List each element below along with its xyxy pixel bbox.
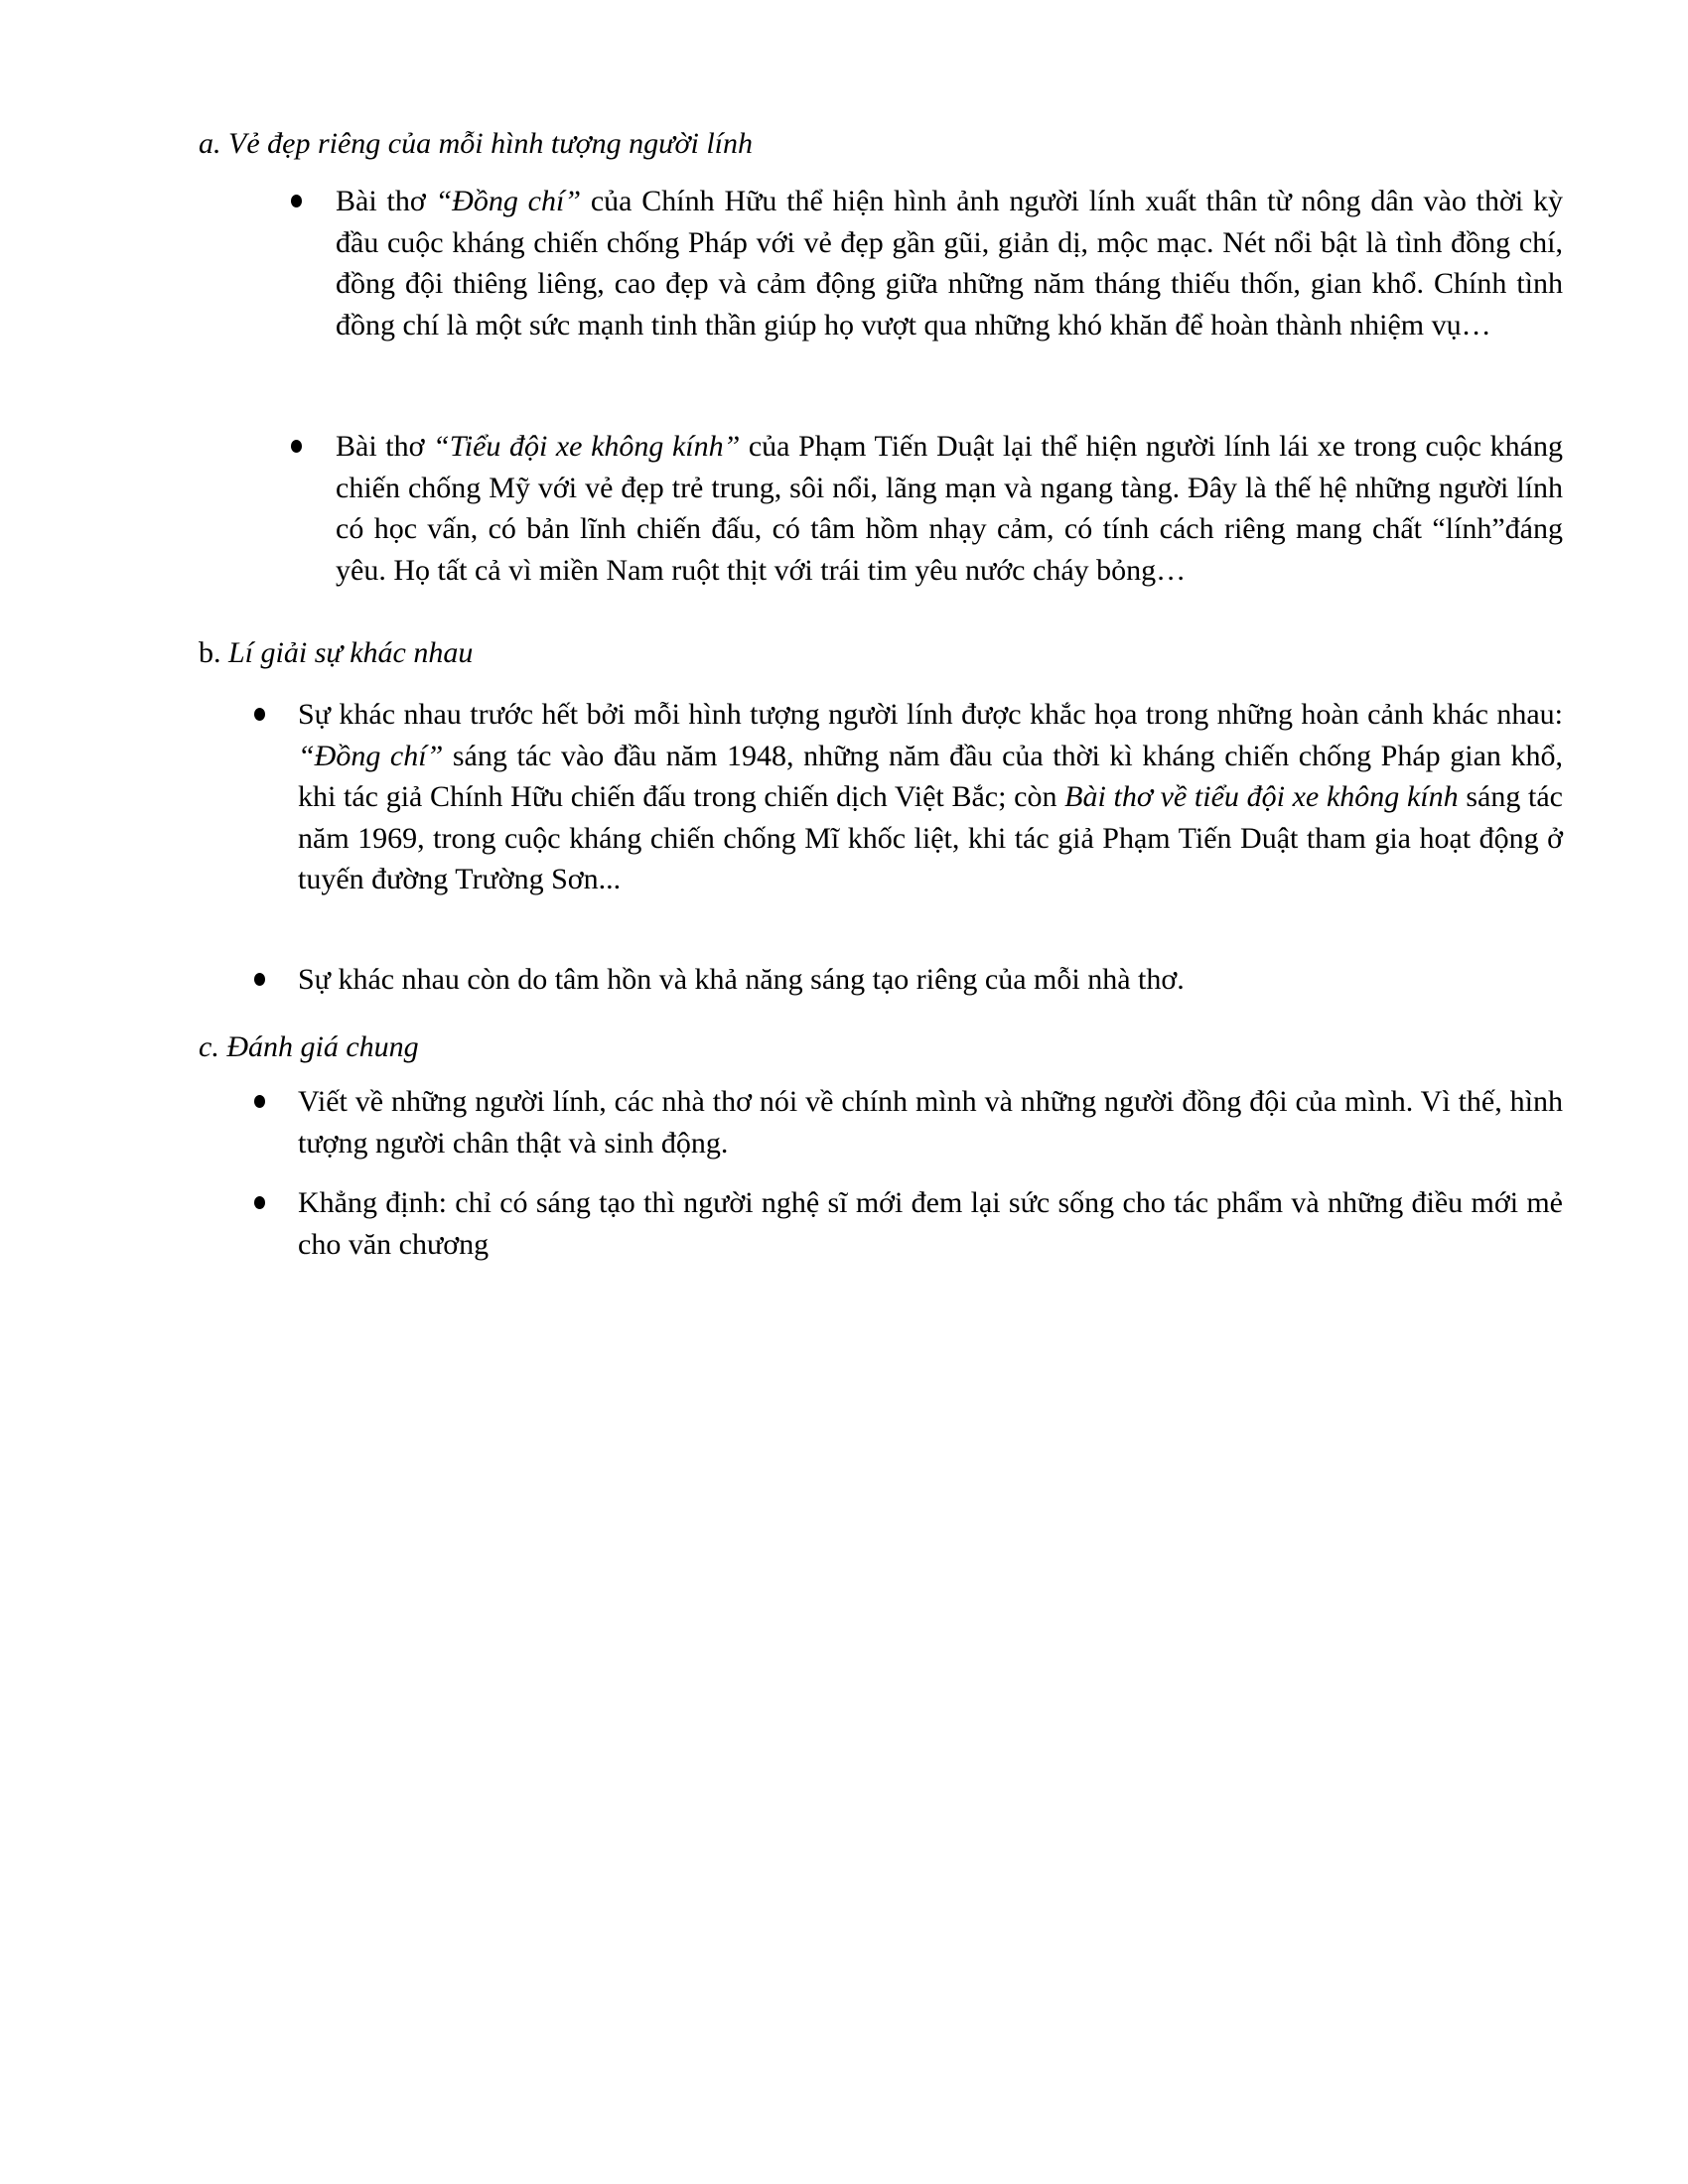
section-a-title: Vẻ đẹp riêng của mỗi hình tượng người lính bbox=[228, 127, 754, 160]
bullet-icon bbox=[291, 181, 303, 222]
bullet-icon bbox=[254, 1182, 266, 1224]
section-b-heading bbox=[199, 632, 473, 673]
section-b-label: b. bbox=[199, 636, 221, 669]
section-b-title: Lí giải sự khác nhau bbox=[228, 636, 474, 669]
bullet-icon bbox=[291, 426, 303, 468]
section-c-bullet-2 bbox=[298, 1182, 1563, 1265]
section-c-bullet-1-text: Viết về những người lính, các nhà thơ nói về chính mình và những người đồng đội của mình. Vì thế, hình tượng người chân thật và sinh động. bbox=[298, 1085, 1563, 1160]
section-b-bullet-1-text: Sự khác nhau trước hết bởi mỗi hình tượng người lính được khắc họa trong những hoàn cảnh khác nhau: “Đồng chí” sáng tác vào đầu năm 1948, những năm đầu của thời kì kháng chiến chống Pháp gian khổ, khi tác giả Chính Hữu chiến đấu trong chiến dịch Việt Bắc; còn Bài thơ về tiểu đội xe không kính sáng tác năm 1969, trong cuộc kháng chiến chống Mĩ khốc liệt, khi tác giả Phạm Tiến Duật tham gia hoạt động ở tuyến đường Trường Sơn... bbox=[298, 698, 1564, 895]
bullet-icon bbox=[254, 1081, 266, 1123]
section-c-label: c. bbox=[199, 1030, 219, 1063]
section-a-label: a. bbox=[199, 127, 221, 160]
section-c-title: Đánh giá chung bbox=[226, 1030, 419, 1063]
section-a-bullet-2 bbox=[336, 426, 1563, 591]
section-b-bullet-2-text: Sự khác nhau còn do tâm hồn và khả năng sáng tạo riêng của mỗi nhà thơ. bbox=[298, 963, 1185, 996]
bullet-icon bbox=[254, 694, 266, 736]
section-c-heading bbox=[199, 1026, 419, 1067]
section-b-bullet-1 bbox=[298, 694, 1563, 900]
bullet-icon bbox=[254, 959, 266, 1001]
section-a-bullet-1-text: Bài thơ “Đồng chí” của Chính Hữu thể hiện hình ảnh người lính xuất thân từ nông dân vào thời kỳ đầu cuộc kháng chiến chống Pháp với vẻ đẹp gần gũi, giản dị, mộc mạc. Nét nổi bật là tình đồng chí, đồng đội thiêng liêng, cao đẹp và cảm động giữa những năm tháng thiếu thốn, gian khổ. Chính tình đồng chí là một sức mạnh tinh thần giúp họ vượt qua những khó khăn để hoàn thành nhiệm vụ… bbox=[336, 185, 1564, 341]
section-a-bullet-1 bbox=[336, 181, 1563, 345]
section-a-bullet-2-text: Bài thơ “Tiểu đội xe không kính” của Phạm Tiến Duật lại thể hiện người lính lái xe trong cuộc kháng chiến chống Mỹ với vẻ đẹp trẻ trung, sôi nổi, lãng mạn và ngang tàng. Đây là thế hệ những người lính có học vấn, có bản lĩnh chiến đấu, có tâm hồm nhạy cảm, có tính cách riêng mang chất “lính”đáng yêu. Họ tất cả vì miền Nam ruột thịt với trái tim yêu nước cháy bỏng… bbox=[336, 430, 1563, 587]
section-c-bullet-1 bbox=[298, 1081, 1563, 1163]
section-c-bullet-2-text: Khẳng định: chỉ có sáng tạo thì người nghệ sĩ mới đem lại sức sống cho tác phẩm và những điều mới mẻ cho văn chương bbox=[298, 1186, 1563, 1261]
section-a-heading bbox=[199, 123, 753, 164]
section-b-bullet-2 bbox=[298, 959, 1563, 1001]
